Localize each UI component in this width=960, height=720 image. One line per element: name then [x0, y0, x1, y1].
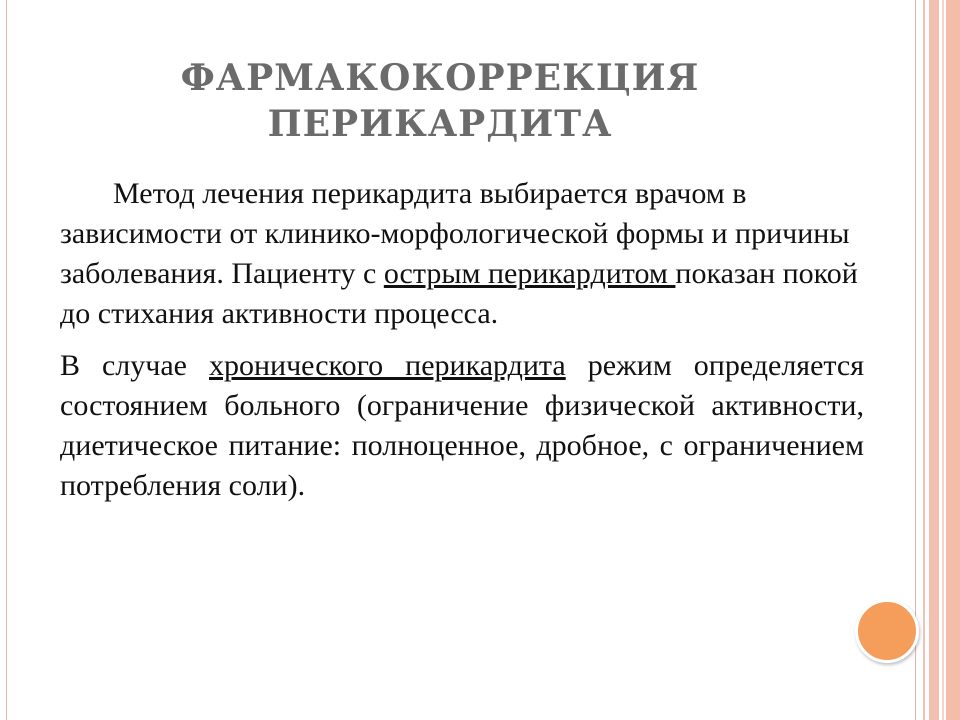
title-line-1: ФАРМАКОКОРРЕКЦИЯ	[180, 57, 700, 99]
stripe	[923, 0, 925, 720]
decorative-stripes	[916, 0, 960, 720]
slide-body	[60, 174, 864, 506]
orange-circle-decoration	[855, 599, 919, 663]
stripe	[946, 0, 960, 720]
slide-title	[0, 55, 880, 147]
stripe	[942, 0, 944, 720]
para2-text-before: В случае	[60, 349, 209, 382]
para2-text-after: режим определяется состоянием больного (ограничение физической активности, диетическое питание: полноценное, дробное, с ограничением потребления соли).	[60, 349, 865, 502]
paragraph-acute	[60, 174, 864, 334]
title-line-2: ПЕРИКАРДИТА	[267, 103, 613, 145]
chronic-pericarditis-link[interactable]: хронического перикардита	[208, 349, 566, 382]
para1-text-before: Метод лечения перикардита выбирается врачом в зависимости от клинико-морфологической формы и причины заболевания. Пациенту с	[60, 177, 850, 290]
stripe	[929, 0, 939, 720]
para1-text-after: показан покой до стихания активности процесса.	[60, 257, 858, 330]
acute-pericarditis-link[interactable]: острым перикардитом	[383, 257, 676, 290]
paragraph-chronic	[60, 346, 864, 506]
